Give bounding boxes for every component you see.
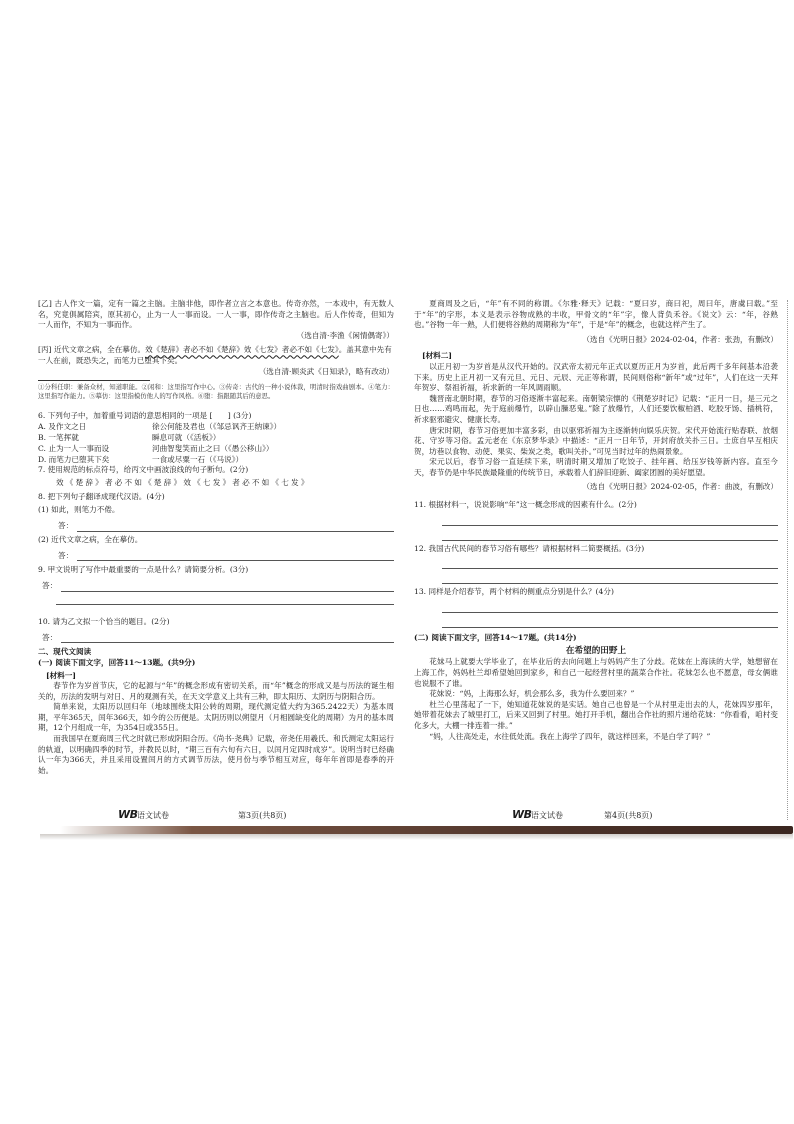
- answer-line-12[interactable]: [442, 554, 778, 569]
- story-paragraph: 花妹马上就要大学毕业了，在毕业后的去向问题上与妈妈产生了分歧。花妹在上海读的大学，她想留在上海工作，妈妈杜兰却希望她回到家乡，和自己一起经营村里的蔬菜合作社。花妹怎么也不愿意，母女俩谁也说服不了谁。: [414, 657, 778, 688]
- question-7-stem: 7. 使用规范的标点符号，给丙文中画波浪线的句子断句。(2分): [38, 465, 249, 475]
- answer-line-11[interactable]: [442, 511, 778, 526]
- option-left-text: B. 一笔挥就: [38, 433, 79, 443]
- question-6-option-d: [38, 454, 394, 465]
- option-left-text: D. 而笔力已堕其下矣: [38, 455, 110, 465]
- question-10-stem: 10. 请为乙文拟一个恰当的题目。(2分): [38, 616, 170, 626]
- footer-page-number: 第3页(共8页): [238, 811, 287, 820]
- footer-page-3: [0, 809, 300, 823]
- right-page-column: [414, 299, 778, 742]
- option-right-text: 瞬息可就（《活板》）: [152, 433, 221, 443]
- question-12-stem: 12. 我国古代民间的春节习俗有哪些？请根据材料二简要概括。(3分): [414, 543, 645, 553]
- footer-subject: 语文试卷: [137, 811, 169, 820]
- option-right-text: 一食或尽粟一石（《马说》）: [152, 455, 244, 465]
- scanned-sheet-edge: [60, 826, 793, 834]
- binding-dotted-line: [787, 300, 788, 820]
- material-1-paragraph: 简单来说，太阳历以回归年（地球围绕太阳公转的周期，现代测定值大约为365.2422天）为基本周期，平年365天，闰年366天，如今的公历便是。太阴历则以朔望月（月相圆缺变化的周期）为月的基本周期，12个月组成一年，为354日或355日。: [38, 702, 394, 733]
- footnotes: ①分科任职：兼备众材，知道职能。②闲和：这里指写作中心。③传奇：古代的一种小说体裁，明清时指戏曲剧本。④笔力：这里指写作能力。⑤摹仿：这里指模仿他人的写作风格。⑥堕：指跟随其后的意思。: [38, 383, 394, 401]
- part-1-instructions: (一) 阅读下面文字，回答11～13题。(共9分): [38, 657, 196, 667]
- footer-page-4: [394, 809, 694, 823]
- question-11-stem: 11. 根据材料一，说说影响“年”这一概念形成的因素有什么。(2分): [414, 500, 637, 510]
- material-1-paragraph: 而我国早在夏商周三代之时就已形成阴阳合历。《尚书·尧典》记载，帝尧任用羲氏、和氏测定太阳运行的轨道，以明确四季的时节，并教民以时，“期三百有六旬有六日，以闰月定四时成岁”。说明当时已经确认一年为366天，并且采用设置闰月的方式调节历法，使月份与季节相互对应，每年年首即是春季的开始。: [38, 734, 394, 775]
- question-6-stem: 6. 下列句子中，加着重号词语的意思相同的一项是 [ ] (3分): [38, 410, 252, 420]
- question-8-stem: 8. 把下列句子翻译成现代汉语。(4分): [38, 492, 165, 502]
- answer-field-10[interactable]: [38, 630, 394, 643]
- option-right-text: 徐公何能及君也（《邹忌讽齐王纳谏》）: [152, 422, 282, 432]
- question-6-option-b: [38, 432, 394, 443]
- answer-field-9[interactable]: [38, 579, 394, 592]
- passage-bing-source: （选自清·顾炎武《日知录》，略有改动）: [258, 366, 394, 376]
- answer-line-9-extra[interactable]: [56, 592, 394, 605]
- passage-bing-wavy-sentence: 效《楚辞》者必不如《楚辞》效《七发》者必不如《七发》: [145, 345, 339, 355]
- scanned-sheet-shadow: [40, 834, 793, 840]
- option-left-text: C. 止为一人一事而设: [38, 444, 110, 454]
- passage-yi-text: 古人作文一篇，定有一篇之主脑。主脑非他，即作者立言之本意也。传奇亦然，一本戏中，有无数人名，究竟俱属陪宾，原其初心，止为一人一事而设。一人一事，即作传奇之主脑也。后人作传奇，但知为一人而作，不知为一事而作。: [38, 299, 394, 330]
- footer-page-number: 第4页(共8页): [604, 811, 653, 820]
- option-left-text: A. 及作文之日: [38, 422, 87, 432]
- passage-yi: [38, 299, 394, 331]
- answer-line: [61, 583, 394, 592]
- question-6-option-a: [38, 421, 394, 432]
- passage-yi-source: （选自清·李渔《闲情偶寄》）: [296, 330, 394, 340]
- material-2-paragraph: 以正月初一为岁首是从汉代开始的。汉武帝太初元年正式以夏历正月为岁首，此后两千多年间基本沿袭下来。历史上正月初一又有元旦、元日、元辰、元正等称谓，民间则俗称“新年”或“过年”，人们在这一天拜年贺岁、祭祖祈福，祈求新的一年风调雨顺。: [414, 361, 778, 393]
- passage-bing-label: [丙]: [38, 345, 52, 355]
- story-paragraph: “妈，人往高处走，水往低处流。我在上海学了四年，就这样回来，不是白学了吗？”: [429, 731, 711, 741]
- question-8-item-2: (2) 近代文章之病，全在摹仿。: [38, 534, 143, 544]
- material-2-paragraph: 唐宋时期，春节习俗更加丰富多彩，由以驱邪祈福为主逐渐转向娱乐庆贺。宋代开始流行贴春联、放烟花、守岁等习俗。孟元老在《东京梦华录》中描述：“正月一日年节，开封府放关扑三日。士庶自早互相庆贺，坊巷以食物、动使、果实、柴炭之类，歌叫关扑。”可见当时过年的热闹景象。: [414, 425, 778, 456]
- material-2-source: （选自《光明日报》2024-02-05，作者：曲波，有删改）: [582, 481, 778, 491]
- question-6-option-c: [38, 443, 394, 454]
- passage-bing-text-after: 。盖其意中先有一人在前，既恐失之，而笔力已堕其下矣。: [38, 345, 392, 365]
- material-1-label: [材料一]: [46, 670, 76, 680]
- question-13-stem: 13. 同样是介绍春节，两个材料的侧重点分别是什么？(4分): [414, 587, 614, 597]
- material-2-paragraph: 魏晋南北朝时期，春节的习俗逐渐丰富起来。南朝梁宗懔的《荆楚岁时记》记载：“正月一日，是三元之日也……鸡鸣而起，先于庭前爆竹，以辟山臊恶鬼。”除了放爆竹，人们还要饮椒柏酒、吃胶牙饧、插桃符，祈求驱邪避灾、健康长寿。: [414, 393, 778, 424]
- answer-field-8-1[interactable]: [38, 519, 394, 532]
- answer-label: 答：: [42, 632, 58, 642]
- answer-label: 答：: [42, 581, 58, 591]
- material-1-continuation: 夏商周及之后，“年”有不同的称谓。《尔雅·释天》记载：“夏曰岁，商曰祀，周曰年，唐虞曰载。”至于“年”的字形，本义是表示谷物成熟的丰收，甲骨文的“年”字，像人背负禾谷。《说文》云：“年，谷熟也。”谷物一年一熟，人们便将谷熟的周期称为“年”，于是“年”的概念，也就这样产生了。: [414, 299, 778, 330]
- story-paragraph: 花妹说：“妈，上海那么好，机会那么多，我为什么要回来？”: [429, 689, 635, 699]
- answer-line-12[interactable]: [442, 569, 778, 584]
- footer-brand: WB: [512, 808, 532, 821]
- answer-line: [77, 552, 394, 561]
- material-2-label: [材料二]: [422, 351, 452, 361]
- section-heading-modern-reading: 二、现代文阅读: [38, 647, 92, 657]
- answer-line-11[interactable]: [442, 526, 778, 541]
- part-2-instructions: (二) 阅读下面文字，回答14～17题。(共14分): [414, 632, 577, 642]
- material-1-source: （选自《光明日报》2024-02-04，作者：张劲，有删改）: [582, 334, 778, 344]
- answer-field-8-2[interactable]: [38, 548, 394, 561]
- left-page-column: [38, 299, 394, 776]
- question-8-item-1: (1) 如此，则笔力不倦。: [38, 504, 120, 514]
- footnote-divider: [38, 380, 150, 381]
- passage-bing: [38, 345, 394, 366]
- option-right-text: 河曲智叟笑而止之曰（《愚公移山》）: [152, 444, 274, 454]
- passage-yi-label: [乙]: [38, 299, 52, 308]
- footer-subject: 语文试卷: [531, 811, 563, 820]
- passage-bing-text-before: 近代文章之病，全在摹仿。: [53, 345, 146, 355]
- question-7-sentence: 效《楚辞》者必不如《楚辞》效《七发》者必不如《七发》: [56, 477, 311, 487]
- answer-line: [77, 523, 394, 532]
- answer-line: [61, 634, 394, 643]
- material-2-paragraph: 宋元以后，春节习俗一直延续下来，明清时期又增加了吃饺子、挂年画、给压岁钱等新内容。直至今天，春节仍是中华民族最隆重的传统节日，承载着人们辞旧迎新、阖家团圆的美好愿望。: [414, 457, 778, 477]
- answer-label: 答：: [58, 550, 74, 560]
- material-1-paragraph: 春节作为岁首节庆，它的起源与“年”的概念形成有密切关系，而“年”概念的形成又是与历法的诞生相关的，历法的发明与对日、月的观测有关，在天文学意义上共有三种，即太阳历、太阴历与阴阳合历。: [38, 681, 394, 701]
- answer-line-13[interactable]: [442, 613, 778, 628]
- answer-line-13[interactable]: [442, 598, 778, 613]
- story-paragraph: 杜兰心里荡起了一下，她知道花妹说的是实话。她自己也曾是一个从村里走出去的人，花妹四岁那年，她带着花妹去了城里打工，后来又回到了村里。她打开手机，翻出合作社的照片递给花妹：“你看看，咱村变化多大，大棚一排连着一排。”: [414, 699, 778, 731]
- footer-brand: WB: [118, 808, 138, 821]
- story-title: 在希望的田野上: [565, 646, 627, 657]
- question-9-stem: 9. 甲文说明了写作中最重要的一点是什么？请简要分析。(3分): [38, 565, 249, 575]
- answer-label: 答：: [58, 520, 74, 530]
